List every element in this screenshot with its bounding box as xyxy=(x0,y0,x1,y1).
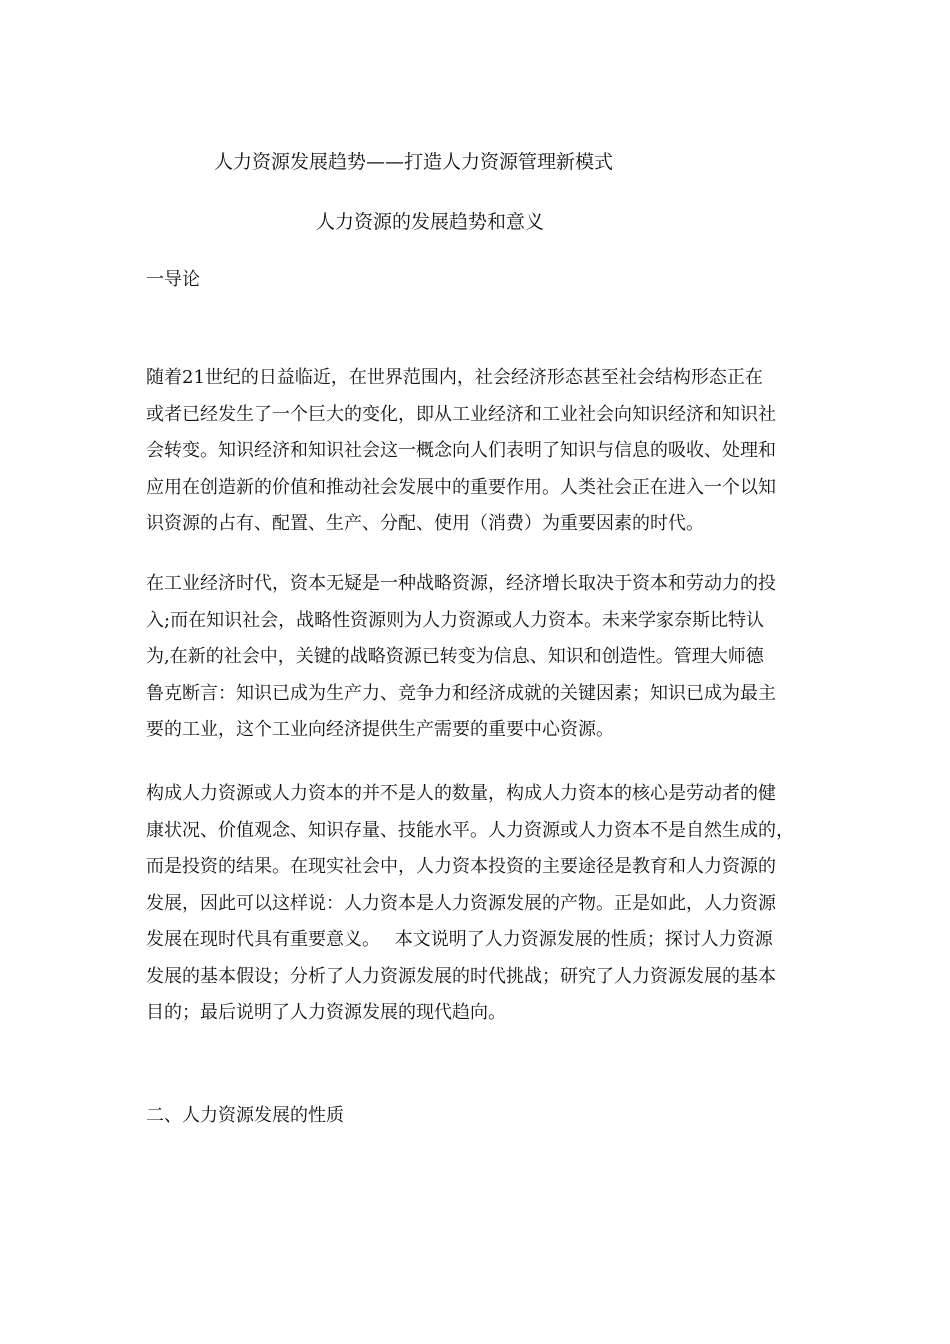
paragraph-line: 随着21世纪的日益临近，在世界范围内，社会经济形态甚至社会结构形态正在 xyxy=(146,367,763,388)
paragraph-line: 康状况、价值观念、知识存量、技能水平。人力资源或人力资本不是自然生成的， xyxy=(146,819,794,841)
paragraph-line: 或者已经发生了一个巨大的变化，即从工业经济和工业社会向知识经济和知识社 xyxy=(146,403,776,425)
paragraph-line: 应用在创造新的价值和推动社会发展中的重要作用。人类社会正在进入一个以知 xyxy=(146,476,776,498)
paragraph-line: 会转变。知识经济和知识社会这一概念向人们表明了知识与信息的吸收、处理和 xyxy=(146,440,776,461)
paragraph-line: 在工业经济时代，资本无疑是一种战略资源，经济增长取决于资本和劳动力的投 xyxy=(146,573,776,594)
document-title: 人力资源发展趋势——打造人力资源管理新模式 xyxy=(214,151,614,173)
paragraph-line: 发展，因此可以这样说：人力资本是人力资源发展的产物。正是如此，人力资源 xyxy=(146,892,776,914)
section-heading-nature: 二、人力资源发展的性质 xyxy=(146,1105,344,1126)
paragraph-line: 要的工业，这个工业向经济提供生产需要的重要中心资源。 xyxy=(146,719,614,740)
paragraph-2 xyxy=(146,566,818,749)
document-subtitle: 人力资源的发展趋势和意义 xyxy=(316,211,545,233)
paragraph-3 xyxy=(146,776,818,1032)
paragraph-line: 目的；最后说明了人力资源发展的现代趋向。 xyxy=(146,1002,506,1023)
paragraph-line: 为,在新的社会中，关键的战略资源已转变为信息、知识和创造性。管理大师德 xyxy=(146,646,764,667)
paragraph-line: 识资源的占有、配置、生产、分配、使用（消费）为重要因素的时代。 xyxy=(146,513,704,534)
paragraph-line: 入;而在知识社会，战略性资源则为人力资源或人力资本。未来学家奈斯比特认 xyxy=(146,609,765,631)
paragraph-line: 鲁克断言：知识已成为生产力、竞争力和经济成就的关键因素；知识已成为最主 xyxy=(146,682,776,704)
section-heading-introduction: 一导论 xyxy=(146,269,200,290)
paragraph-line: 发展在现时代具有重要意义。 本文说明了人力资源发展的性质；探讨人力资源 xyxy=(146,929,773,950)
paragraph-line: 而是投资的结果。在现实社会中，人力资本投资的主要途径是教育和人力资源的 xyxy=(146,856,776,877)
paragraph-line: 发展的基本假设；分析了人力资源发展的时代挑战；研究了人力资源发展的基本 xyxy=(146,965,776,987)
paragraph-1 xyxy=(146,360,818,543)
paragraph-line: 构成人力资源或人力资本的并不是人的数量，构成人力资本的核心是劳动者的健 xyxy=(146,783,776,804)
